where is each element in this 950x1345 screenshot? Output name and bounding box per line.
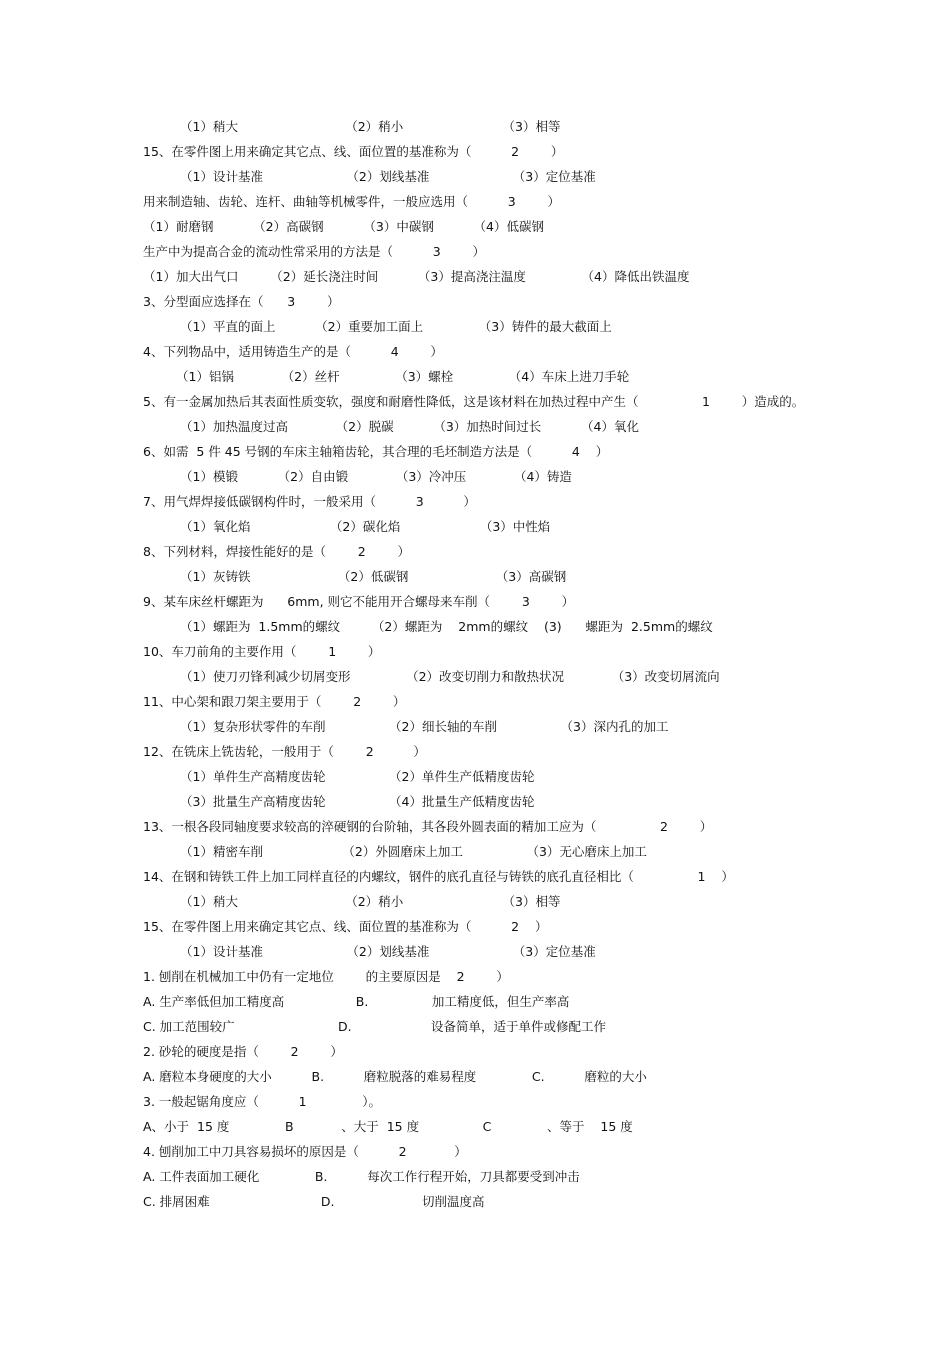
question-line: 6、如需 5 件 45 号钢的车床主轴箱齿轮，其合理的毛坯制造方法是（ 4 ）	[143, 444, 609, 459]
question-line: 4、下列物品中，适用铸造生产的是（ 4 ）	[143, 344, 443, 359]
question-line: 10、车刀前角的主要作用（ 1 ）	[143, 644, 381, 659]
question-line: （1）氧化焰 （2）碳化焰 （3）中性焰	[180, 519, 551, 534]
question-line: 2. 砂轮的硬度是指（ 2 ）	[143, 1044, 343, 1059]
question-line: 3、分型面应选择在（ 3 ）	[143, 294, 340, 309]
question-line: （1）加大出气口 （2）延长浇注时间 （3）提高浇注温度 （4）降低出铁温度	[143, 269, 690, 284]
question-line: （1）稍大 （2）稍小 （3）相等	[180, 119, 561, 134]
question-line: 8、下列材料，焊接性能好的是（ 2 ）	[143, 544, 410, 559]
question-line: （1）单件生产高精度齿轮 （2）单件生产低精度齿轮	[180, 769, 535, 784]
question-line: （1）稍大 （2）稍小 （3）相等	[180, 894, 561, 909]
question-line: 生产中为提高合金的流动性常采用的方法是（ 3 ）	[143, 244, 485, 259]
question-line: 13、一根各段同轴度要求较高的淬硬钢的台阶轴，其各段外圆表面的精加工应为（ 2 ）	[143, 819, 713, 834]
question-line: （1）精密车削 （2）外圆磨床上加工 （3）无心磨床上加工	[180, 844, 647, 859]
question-line: （1）耐磨钢 （2）高碳钢 （3）中碳钢 （4）低碳钢	[143, 219, 545, 234]
question-line: （1）设计基准 （2）划线基准 （3）定位基准	[180, 944, 596, 959]
question-line: 4. 刨削加工中刀具容易损坏的原因是（ 2 ）	[143, 1144, 467, 1159]
question-line: A. 生产率低但加工精度高 B. 加工精度低，但生产率高	[143, 994, 570, 1009]
question-line: 12、在铣床上铣齿轮，一般用于（ 2 ）	[143, 744, 426, 759]
question-line: 7、用气焊焊接低碳钢构件时，一般采用（ 3 ）	[143, 494, 476, 509]
question-line: （3）批量生产高精度齿轮 （4）批量生产低精度齿轮	[180, 794, 535, 809]
question-line: （1）灰铸铁 （2）低碳钢 （3）高碳钢	[180, 569, 567, 584]
question-line: （1）模锻 （2）自由锻 （3）冷冲压 （4）铸造	[180, 469, 572, 484]
question-line: 9、某车床丝杆螺距为 6mm, 则它不能用开合螺母来车削（ 3 ）	[143, 594, 575, 609]
question-line: 3. 一般起锯角度应（ 1 ）。	[143, 1094, 381, 1109]
question-line: 15、在零件图上用来确定其它点、线、面位置的基准称为（ 2 ）	[143, 144, 564, 159]
question-line: （1）加热温度过高 （2）脱碳 （3）加热时间过长 （4）氧化	[180, 419, 639, 434]
question-line: 14、在钢和铸铁工件上加工同样直径的内螺纹，钢件的底孔直径与铸铁的底孔直径相比（ 1 ）	[143, 869, 734, 884]
question-line: （1）设计基准 （2）划线基准 （3）定位基准	[180, 169, 596, 184]
question-line: （1）铝锅 （2）丝杆 （3）螺栓 （4）车床上进刀手轮	[176, 369, 630, 384]
question-line: （1）使刀刃锋利减少切屑变形 （2）改变切削力和散热状况 （3）改变切屑流向	[180, 669, 720, 684]
question-line: （1）螺距为 1.5mm的螺纹 （2）螺距为 2mm的螺纹 (3) 螺距为 2.5mm的螺纹	[180, 619, 713, 634]
question-line: A. 磨粒本身硬度的大小 B. 磨粒脱落的难易程度 C. 磨粒的大小	[143, 1069, 647, 1084]
question-line: （1）复杂形状零件的车削 （2）细长轴的车削 （3）深内孔的加工	[180, 719, 669, 734]
question-line: 用来制造轴、齿轮、连杆、曲轴等机械零件，一般应选用（ 3 ）	[143, 194, 560, 209]
question-line: 11、中心架和跟刀架主要用于（ 2 ）	[143, 694, 406, 709]
question-line: A、小于 15 度 B 、大于 15 度 C 、等于 15 度	[143, 1119, 633, 1134]
question-line: C. 排屑困难 D. 切削温度高	[143, 1194, 485, 1209]
question-line: C. 加工范围较广 D. 设备简单，适于单件或修配工作	[143, 1019, 607, 1034]
question-line: 1. 刨削在机械加工中仍有一定地位 的主要原因是 2 ）	[143, 969, 509, 984]
question-line: A. 工件表面加工硬化 B. 每次工作行程开始，刀具都要受到冲击	[143, 1169, 580, 1184]
question-line: （1）平直的面上 （2）重要加工面上 （3）铸件的最大截面上	[180, 319, 612, 334]
question-line: 5、有一金属加热后其表面性质变软，强度和耐磨性降低，这是该材料在加热过程中产生（ 1 ）造成的。	[143, 394, 805, 409]
question-line: 15、在零件图上用来确定其它点、线、面位置的基准称为（ 2 ）	[143, 919, 548, 934]
